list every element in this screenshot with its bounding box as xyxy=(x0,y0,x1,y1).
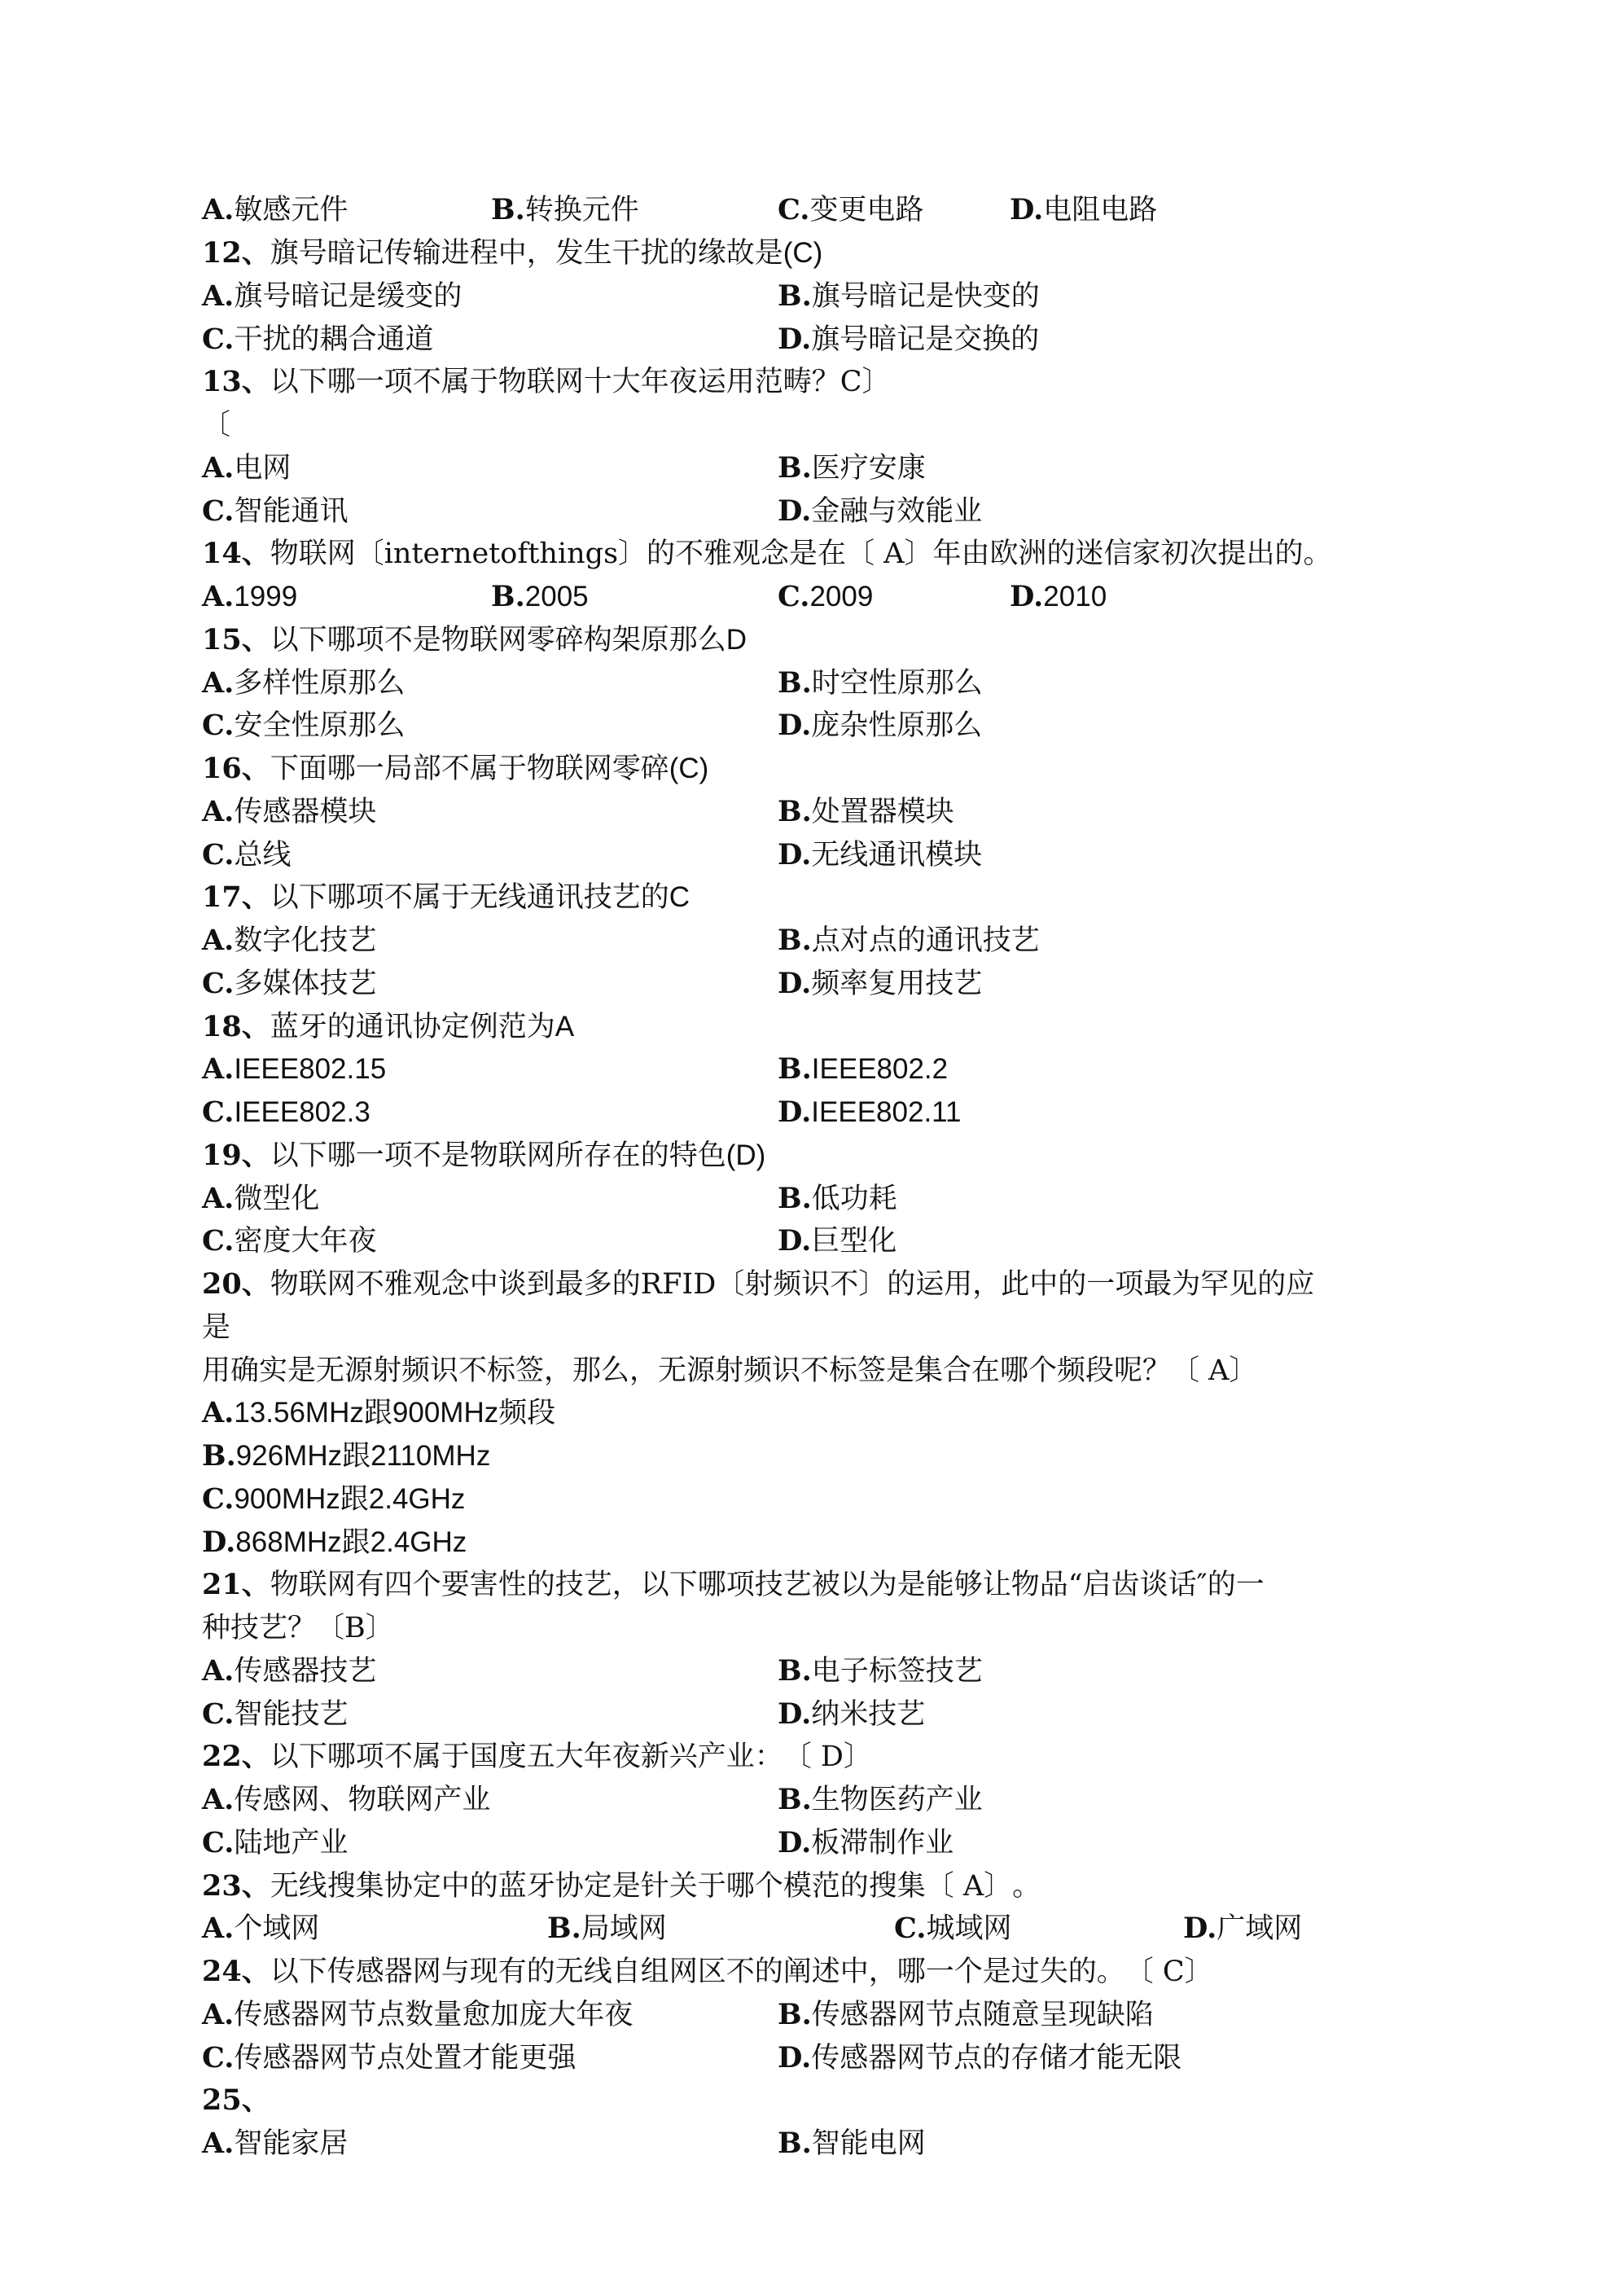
answer-option: A.多样性原那么 xyxy=(202,666,406,700)
answer-option: B.医疗安康 xyxy=(778,451,926,485)
question-text: 20、物联网不雅观念中谈到最多的RFID〔射频识不〕的运用，此中的一项最为罕见的应 xyxy=(202,1267,1315,1301)
question-text: C.900MHz跟2.4GHz xyxy=(202,1482,466,1516)
question-text: 14、物联网〔internetofthings〕的不雅观念是在〔 A〕年由欧洲的迷信家初次提出的。 xyxy=(202,537,1332,570)
answer-option: C.IEEE802.3 xyxy=(202,1095,370,1129)
answer-option: D.2010 xyxy=(1010,580,1107,613)
answer-option: A.数字化技艺 xyxy=(202,924,377,957)
answer-option: D.纳米技艺 xyxy=(778,1697,926,1731)
question-text: 24、以下传感器网与现有的无线自组网区不的阐述中，哪一个是过失的。〔 C〕 xyxy=(202,1955,1213,1988)
question-text: 种技艺？〔B〕 xyxy=(202,1612,394,1644)
answer-option: D.广域网 xyxy=(1183,1912,1303,1945)
question-text: 22、以下哪项不属于国度五大年夜新兴产业：〔 D〕 xyxy=(202,1740,872,1773)
answer-option: C.总线 xyxy=(202,838,292,871)
answer-option: D.频率复用技艺 xyxy=(778,967,983,1000)
answer-option: C.智能技艺 xyxy=(202,1697,349,1731)
question-text: 12、旗号暗记传输进程中，发生干扰的缘故是(C) xyxy=(202,236,823,270)
answer-option: A.传感器技艺 xyxy=(202,1654,377,1688)
answer-option: C.陆地产业 xyxy=(202,1826,349,1859)
question-text: 25、 xyxy=(202,2083,270,2117)
answer-option: A.微型化 xyxy=(202,1182,320,1215)
answer-option: B.2005 xyxy=(491,580,589,613)
question-text: 16、下面哪一局部不属于物联网零碎(C) xyxy=(202,752,709,785)
answer-option: D.电阻电路 xyxy=(1010,193,1158,226)
question-text: 19、以下哪一项不是物联网所存在的特色(D) xyxy=(202,1139,766,1172)
answer-option: C.安全性原那么 xyxy=(202,709,406,742)
question-text: 13、以下哪一项不属于物联网十大年夜运用范畴？C〕 xyxy=(202,365,891,398)
answer-option: B.IEEE802.2 xyxy=(778,1052,949,1086)
answer-option: A.智能家居 xyxy=(202,2127,349,2160)
question-text: 15、以下哪项不是物联网零碎构架原那么D xyxy=(202,623,747,656)
answer-option: D.金融与效能业 xyxy=(778,494,983,528)
answer-option: C.城域网 xyxy=(894,1912,1012,1945)
answer-option: D.庞杂性原那么 xyxy=(778,709,983,742)
answer-option: B.智能电网 xyxy=(778,2127,926,2160)
answer-option: D.传感器网节点的存储才能无限 xyxy=(778,2041,1182,2074)
answer-option: C.2009 xyxy=(778,580,874,613)
answer-option: B.生物医药产业 xyxy=(778,1783,983,1816)
answer-option: B.转换元件 xyxy=(491,193,639,226)
answer-option: D.旗号暗记是交换的 xyxy=(778,323,1040,356)
answer-option: A.传感器网节点数量愈加庞大年夜 xyxy=(202,1998,633,2031)
question-text: 17、以下哪项不属于无线通讯技艺的C xyxy=(202,880,690,914)
question-text: 21、物联网有四个要害性的技艺，以下哪项技艺被以为是能够让物品“启齿谈话″的一 xyxy=(202,1568,1265,1601)
answer-option: C.变更电路 xyxy=(778,193,924,226)
answer-option: A.传感器模块 xyxy=(202,795,377,828)
answer-option: B.点对点的通讯技艺 xyxy=(778,924,1040,957)
answer-option: B.低功耗 xyxy=(778,1182,897,1215)
answer-option: D.巨型化 xyxy=(778,1224,897,1258)
question-text: 是 xyxy=(202,1311,231,1344)
answer-option: B.电子标签技艺 xyxy=(778,1654,983,1688)
answer-option: B.时空性原那么 xyxy=(778,666,983,700)
question-text: B.926MHz跟2110MHz xyxy=(202,1439,491,1473)
answer-option: A.IEEE802.15 xyxy=(202,1052,387,1086)
answer-option: C.多媒体技艺 xyxy=(202,967,377,1000)
answer-option: A.1999 xyxy=(202,580,298,613)
answer-option: D.IEEE802.11 xyxy=(778,1095,962,1129)
answer-option: A.电网 xyxy=(202,451,292,485)
answer-option: B.旗号暗记是快变的 xyxy=(778,279,1040,313)
question-text: 〔 xyxy=(202,409,231,441)
answer-option: A.传感网、物联网产业 xyxy=(202,1783,491,1816)
answer-option: B.处置器模块 xyxy=(778,795,954,828)
question-text: D.868MHz跟2.4GHz xyxy=(202,1526,467,1559)
question-text: 用确实是无源射频识不标签，那么，无源射频识不标签是集合在哪个频段呢？〔 A〕 xyxy=(202,1354,1258,1387)
answer-option: C.密度大年夜 xyxy=(202,1224,377,1258)
question-text: 23、无线搜集协定中的蓝牙协定是针关于哪个模范的搜集〔 A〕。 xyxy=(202,1869,1041,1903)
answer-option: B.局域网 xyxy=(547,1912,667,1945)
question-text: A.13.56MHz跟900MHz频段 xyxy=(202,1396,556,1429)
answer-option: A.旗号暗记是缓变的 xyxy=(202,279,462,313)
answer-option: D.无线通讯模块 xyxy=(778,838,983,871)
answer-option: A.敏感元件 xyxy=(202,193,349,226)
answer-option: C.干扰的耦合通道 xyxy=(202,323,434,356)
answer-option: A.个域网 xyxy=(202,1912,320,1945)
answer-option: C.传感器网节点处置才能更强 xyxy=(202,2041,576,2074)
answer-option: B.传感器网节点随意呈现缺陷 xyxy=(778,1998,1154,2031)
answer-option: D.板滞制作业 xyxy=(778,1826,954,1859)
question-text: 18、蓝牙的通讯协定例范为A xyxy=(202,1010,575,1043)
answer-option: C.智能通讯 xyxy=(202,494,349,528)
